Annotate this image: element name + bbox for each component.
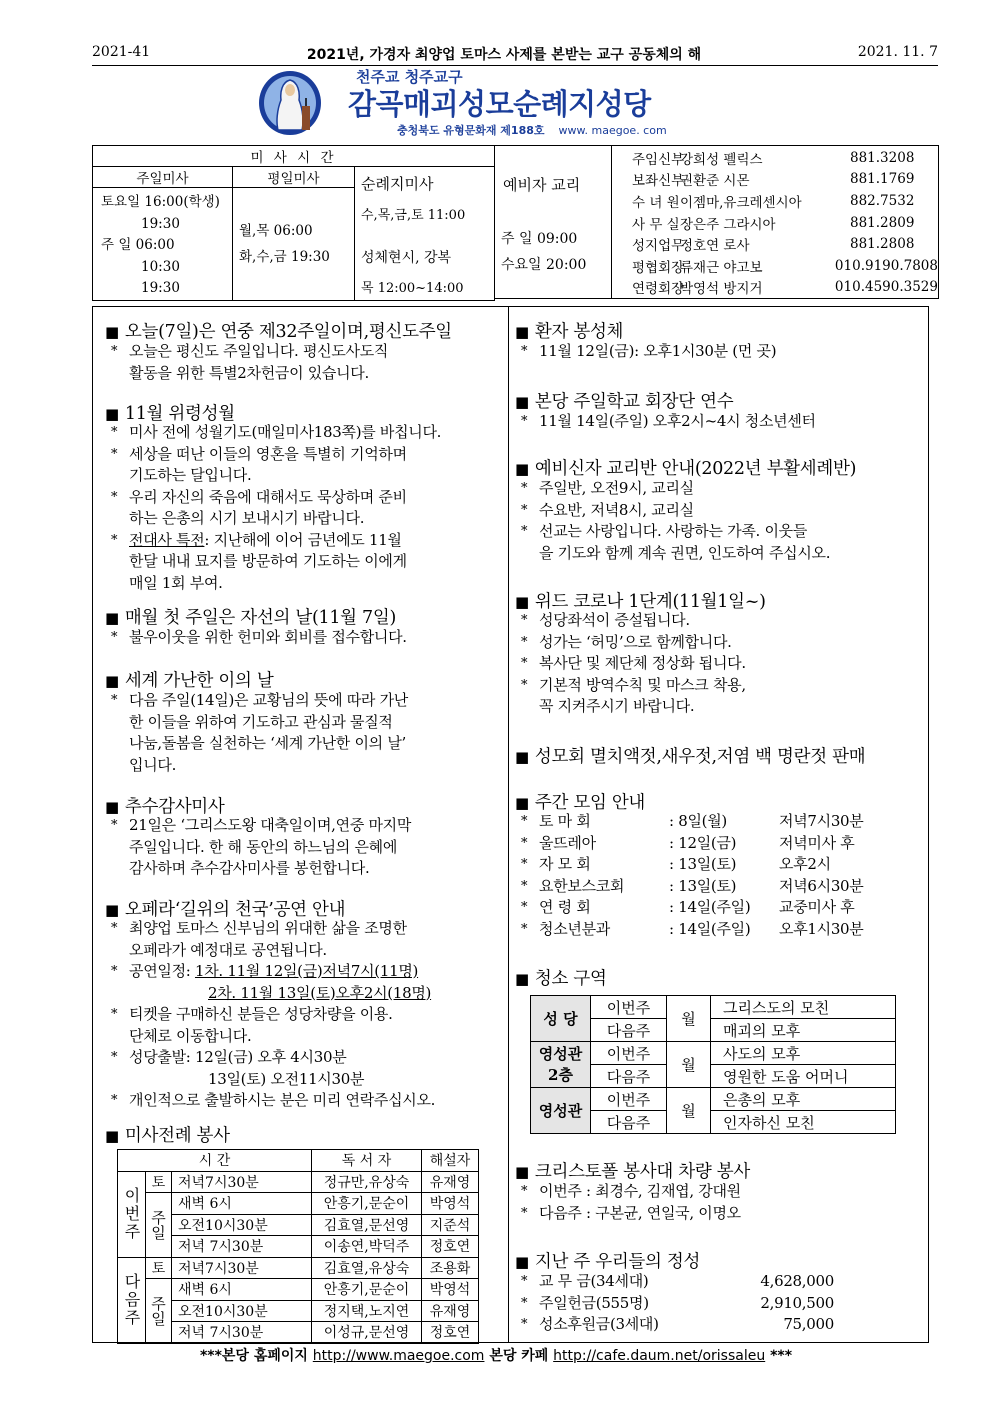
table-row: 저녁 7시30분 이성규,문선영 정호연	[118, 1322, 479, 1344]
staff-phone: 010.4590.3529	[834, 279, 938, 296]
pilgrim-line-3: 목 12:00~14:00	[361, 281, 464, 296]
sunday-mass-head: 주일미사	[93, 167, 233, 188]
pilgrim-mass-head: 순례지미사	[361, 175, 434, 193]
col-head-reader: 독 서 자	[312, 1150, 422, 1172]
cafe-link[interactable]: http://cafe.daum.net/orissaleu	[553, 1348, 766, 1364]
homepage-link[interactable]: http://www.maegoe.com	[312, 1348, 485, 1364]
table-row: 저녁 7시30분 이송연,박덕주 정호연	[118, 1236, 479, 1258]
section-body: * 21일은 ‘그리스도왕 대축일이며,연중 마지막 주일입니다. 한 해 동안의 하느님의 은혜에 감사하며 추수감사미사를 봉헌합니다.	[111, 816, 412, 877]
parish-title: 감곡매괴성모순례지성당	[348, 87, 651, 121]
staff-phone: 881.3208	[850, 149, 915, 166]
list-item: * 자 모 회 : 13일(토) 오후2시	[521, 855, 831, 873]
catechumen-head: 예비자 교리	[503, 176, 581, 194]
staff-name: 강희성 펠릭스	[680, 151, 763, 168]
meeting-list	[521, 811, 864, 940]
day-label: 주일	[146, 1193, 172, 1258]
staff-name: 류재근 야고보	[680, 259, 763, 276]
liturgy-service-table	[117, 1149, 479, 1344]
col-head-time: 시 간	[118, 1150, 312, 1172]
sunday-line-5: 19:30	[141, 280, 180, 296]
table-row: 영성관 이번주 월 은총의 모후	[531, 1088, 896, 1111]
weekday-line-2: 화,수,금 19:30	[239, 249, 330, 265]
section-body: * 최양업 토마스 신부님의 위대한 삶을 조명한 오페라가 예정대로 공연됩니다. * 공연일정: 1차. 11월 12일(금)저녁7시(11명) 2차. 11월 13일(토)오후2시(18명) * 티켓을 구매하신 분들은 성당차량을 이용. 단체로 이동합니다. * 성당출발: 12일(금) 오후 4시30분 13일(토) 오전11시30분 * 개인적으로 출발하시는 분은 미리 연락주십시오.	[111, 919, 436, 1109]
staff-name: 정호연 로사	[680, 238, 750, 255]
pilgrim-line-1: 수,목,금,토 11:00	[361, 208, 466, 223]
table-row: 다음주 매괴의 모후	[531, 1019, 896, 1042]
weekday-line-1: 월,목 06:00	[239, 223, 313, 239]
staff-name: 장은주 그라시아	[680, 216, 776, 233]
section-heading: ■ 성모회 멸치액젓,새우젓,저염 백 명란젓 판매	[515, 747, 866, 767]
section-heading: ■ 위드 코로나 1단계(11월1일~)	[515, 592, 766, 612]
table-row: 다음주 토 저녁7시30분 김효열,유상숙 조용화	[118, 1257, 479, 1279]
day-label: 주일	[146, 1279, 172, 1344]
cleaning-table	[530, 995, 896, 1134]
footer-label: ***	[765, 1348, 793, 1364]
footer-label: ***본당 홈페이지	[199, 1348, 313, 1364]
catechumen-line-2: 수요일 20:00	[501, 257, 587, 273]
catechumen-box	[495, 145, 612, 299]
col-head-commentator: 해설자	[422, 1150, 479, 1172]
staff-row	[612, 190, 938, 212]
staff-phone: 010.9190.7808	[834, 257, 938, 274]
day-label: 토	[146, 1257, 172, 1279]
section-body: * 이번주 : 최경수, 김재엽, 강대원 * 다음주 : 구본균, 연일국, 이명오	[521, 1182, 741, 1222]
section-heading: ■ 환자 봉성체	[515, 322, 624, 342]
staff-role: 주임신부	[632, 151, 685, 168]
website: www. maegoe. com	[558, 124, 667, 137]
weekday-mass-head: 평일미사	[233, 167, 355, 188]
offering-list	[521, 1271, 834, 1336]
section-body: * 11월 12일(금): 오후1시30분 (먼 곳)	[521, 342, 777, 360]
pilgrim-mass-cell	[355, 167, 495, 301]
catechumen-line-1: 주 일 09:00	[501, 231, 578, 247]
section-heading: ■ 미사전례 봉사	[105, 1126, 230, 1146]
week-label: 이번주	[118, 1171, 146, 1257]
table-row: 주일 새벽 6시 안흥기,문순이 박영석	[118, 1279, 479, 1301]
list-item: * 교 무 금(34세대) 4,628,000	[521, 1272, 834, 1290]
staff-row	[612, 212, 938, 234]
mass-time-table	[92, 145, 495, 301]
section-body: * 다음 주일(14일)은 교황님의 뜻에 따라 가난 한 이들을 위하여 기도하고 관심과 물질적 나눔,돌봄을 실천하는 ‘세계 가난한 이의 날’ 입니다.	[111, 691, 408, 774]
staff-role: 수 녀 원	[632, 194, 680, 211]
table-row: 주일 새벽 6시 안흥기,문순이 박영석	[118, 1193, 479, 1215]
sunday-line-2: 19:30	[141, 215, 180, 232]
staff-row	[612, 255, 938, 277]
section-body: * 주일반, 오전9시, 교리실 * 수요반, 저녁8시, 교리실 * 선교는 사랑입니다. 사랑하는 가족. 이웃들 을 기도와 함께 계속 권면, 인도하여 주십시오.	[521, 479, 831, 562]
list-item: * 주일헌금(555명) 2,910,500	[521, 1293, 834, 1312]
right-column	[509, 306, 929, 1343]
week-label: 다음주	[118, 1257, 146, 1343]
staff-phone: 881.1769	[850, 171, 915, 188]
mass-title: 미 사 시 간	[93, 146, 495, 167]
section-heading: ■ 주간 모임 안내	[515, 793, 646, 813]
table-row: 영성관 2층 이번주 월 사도의 모후	[531, 1042, 896, 1065]
section-body: * 미사 전에 성월기도(매일미사183쪽)를 바칩니다. * 세상을 떠난 이들의 영혼을 특별히 기억하며 기도하는 달입니다. * 우리 자신의 죽음에 대해서도 묵상하며 준비 하는 은총의 시기 보내시기 바랍니다. * 전대사 특전: 지난해에 이어 금년에도 11월 한달 내내 묘지를 방문하여 기도하는 이에게 매일 1회 부여.	[111, 423, 442, 592]
list-item: * 토 마 회 : 8일(월) 저녁7시30분	[521, 812, 864, 830]
church-logo-icon	[258, 70, 322, 136]
header-rule	[92, 65, 938, 66]
sunday-mass-times	[93, 188, 233, 301]
staff-phone: 882.7532	[850, 192, 915, 209]
table-row: 다음주 인자하신 모친	[531, 1111, 896, 1134]
section-body: * 11월 14일(주일) 오후2시~4시 청소년센터	[521, 412, 816, 430]
section-heading: ■ 오늘(7일)은 연중 제32주일이며,평신도주일	[105, 322, 452, 342]
sunday-line-1: 토요일 16:00(학생)	[101, 194, 220, 210]
staff-phone: 881.2808	[850, 236, 915, 253]
section-heading: ■ 예비신자 교리반 안내(2022년 부활세례반)	[515, 459, 857, 479]
staff-row	[612, 147, 938, 169]
list-item: * 요한보스코회 : 13일(토) 저녁6시30분	[521, 876, 864, 895]
section-heading: ■ 청소 구역	[515, 969, 607, 989]
table-row: 이번주 토 저녁7시30분 정규만,유상숙 유재영	[118, 1171, 479, 1193]
section-body: * 성당좌석이 증설됩니다. * 성가는 ‘허밍’으로 함께합니다. * 복사단 및 제단체 정상화 됩니다. * 기본적 방역수칙 및 마스크 착용, 꼭 지켜주시기 바랍니다.	[521, 611, 746, 715]
staff-row	[612, 169, 938, 191]
staff-name: 권환준 시몬	[680, 173, 750, 190]
list-item: * 울뜨레아 : 12일(금) 저녁미사 후	[521, 833, 855, 852]
section-heading: ■ 크리스토폴 봉사대 차량 봉사	[515, 1162, 750, 1182]
section-heading: ■ 오페라‘길위의 천국’공연 안내	[105, 900, 346, 920]
list-item: * 성소후원금(3세대) 75,000	[521, 1315, 834, 1333]
issue-number: 2021-41	[92, 44, 151, 60]
table-row: 성 당 이번주 월 그리스도의 모친	[531, 996, 896, 1019]
section-heading: ■ 추수감사미사	[105, 797, 225, 817]
section-body: * 오늘은 평신도 주일입니다. 평신도사도직 활동을 위한 특별2차헌금이 있습니다.	[111, 342, 389, 382]
staff-directory	[612, 145, 939, 299]
list-item: * 연 령 회 : 14일(주일) 교중미사 후	[521, 898, 855, 916]
section-heading: ■ 세계 가난한 이의 날	[105, 671, 274, 691]
footer	[0, 1345, 992, 1365]
staff-name: 박영석 방지거	[680, 281, 763, 298]
section-heading: ■ 11월 위령성월	[105, 404, 235, 424]
staff-role: 사 무 실	[632, 216, 680, 233]
issue-date: 2021. 11. 7	[857, 44, 938, 60]
section-body: * 불우이웃을 위한 헌미와 회비를 접수합니다.	[111, 628, 407, 646]
sunday-line-3: 주 일 06:00	[101, 237, 175, 253]
footer-label: 본당 카페	[484, 1348, 554, 1364]
staff-role: 연령회장	[632, 281, 685, 298]
staff-row	[612, 277, 938, 299]
motto: 2021년, 가경자 최양업 토마스 사제를 본받는 교구 공동체의 해	[306, 47, 702, 63]
table-row: 다음주 영원한 도움 어머니	[531, 1065, 896, 1088]
staff-name: 이젬마,유크레센시아	[680, 194, 802, 211]
diocese: 천주교 청주교구	[356, 68, 463, 86]
table-row: 오전10시30분 정지택,노지연 유재영	[118, 1300, 479, 1322]
weekday-mass-times	[233, 188, 355, 301]
top-line	[92, 44, 938, 64]
table-row: 오전10시30분 김효열,문선영 지준석	[118, 1214, 479, 1236]
pilgrim-line-2: 성체현시, 강복	[361, 250, 452, 266]
staff-role: 평협회장	[632, 259, 685, 276]
staff-role: 보좌신부	[632, 173, 685, 190]
section-heading: ■ 매월 첫 주일은 자선의 날(11월 7일)	[105, 608, 397, 628]
staff-phone: 881.2809	[850, 214, 915, 231]
list-item: * 청소년분과 : 14일(주일) 오후1시30분	[521, 919, 864, 938]
sunday-line-4: 10:30	[141, 258, 180, 275]
staff-role: 성지업무	[632, 238, 685, 255]
heritage-line	[397, 122, 667, 138]
section-heading: ■ 본당 주일학교 회장단 연수	[515, 392, 734, 412]
staff-row	[612, 233, 938, 255]
section-heading: ■ 지난 주 우리들의 정성	[515, 1252, 701, 1272]
heritage: 충청북도 유형문화재 제188호	[397, 124, 545, 137]
day-label: 토	[146, 1171, 172, 1193]
